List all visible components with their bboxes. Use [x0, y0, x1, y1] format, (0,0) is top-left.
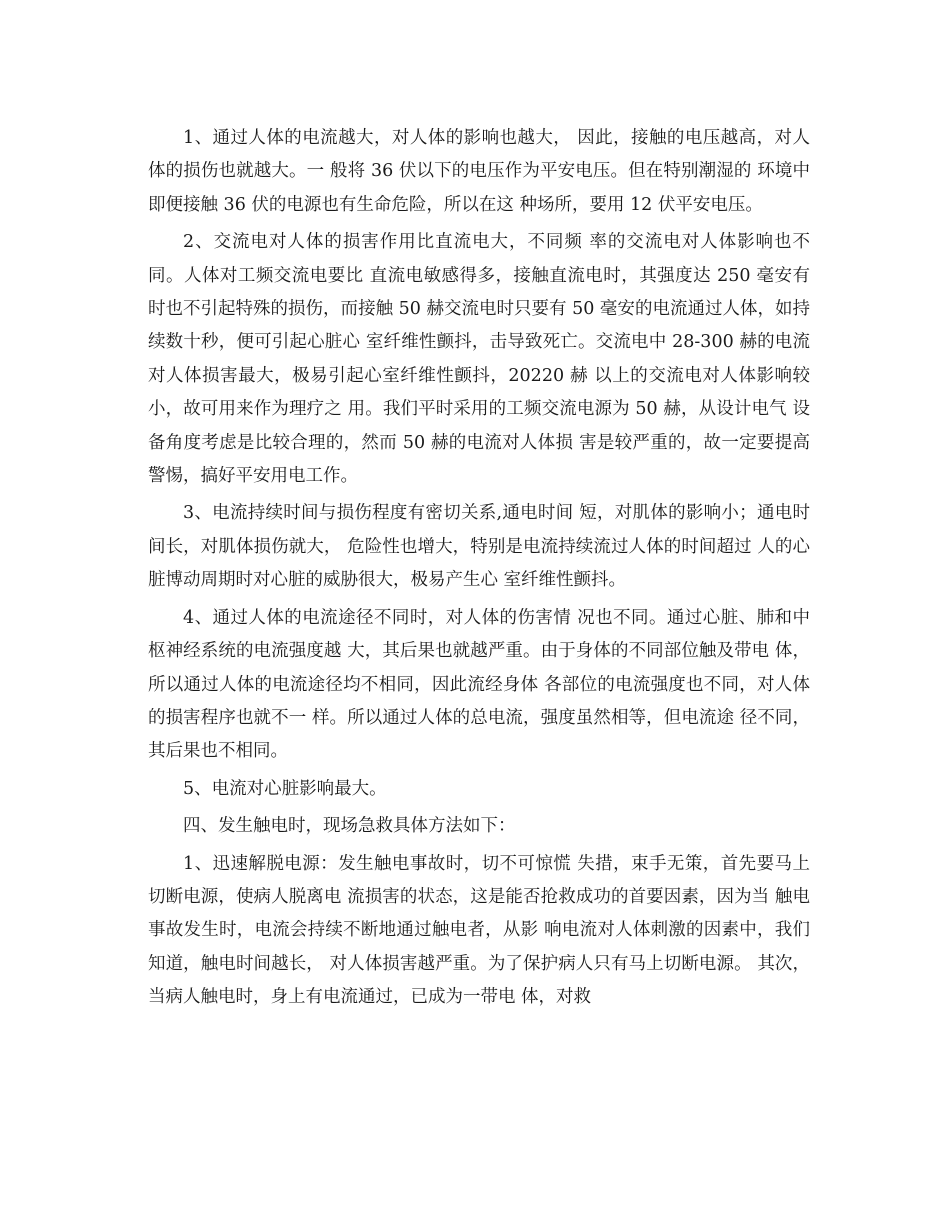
- paragraph-duration: 3、电流持续时间与损伤程度有密切关系,通电时间 短，对肌体的影响小；通电时间长，对肌体损伤就大， 危险性也增大，特别是电流持续流过人体的时间超过 人的心脏博动周期时对心脏的威胁很大，极易产生心 室纤维性颤抖。: [148, 503, 810, 591]
- paragraph-current-magnitude: 1、通过人体的电流越大，对人体的影响也越大， 因此，接触的电压越高，对人体的损伤也就越大。一 般将 36 伏以下的电压作为平安电压。但在特别潮湿的 环境中即便接触 36 伏的电源也有生命危险，所以在这 种场所，要用 12 伏平安电压。: [148, 128, 810, 215]
- paragraph-ac-vs-dc: 2、交流电对人体的损害作用比直流电大，不同频 率的交流电对人体影响也不同。人体对工频交流电要比 直流电敏感得多，接触直流电时，其强度达 250 毫安有 时也不引起特殊的损伤，而接触 50 赫交流电时只要有 50 毫安的电流通过人体，如持续数十秒，便可引起心脏心 室纤维性颤抖，击导致死亡。交流电中 28-300 赫的电流 对人体损害最大，极易引起心室纤维性颤抖，20220 赫 以上的交流电对人体影响较小，故可用来作为理疗之 用。我们平时采用的工频交流电源为 50 赫，从设计电气 设备角度考虑是比较合理的，然而 50 赫的电流对人体损 害是较严重的，故一定要提高警惕，搞好平安用电工作。: [148, 232, 810, 487]
- paragraph-heart-effect: 5、电流对心脏影响最大。: [183, 778, 387, 799]
- paragraph-current-path: 4、通过人体的电流途径不同时，对人体的伤害情 况也不同。通过心脏、肺和中枢神经系统的电流强度越 大，其后果也就越严重。由于身体的不同部位触及带电 体，所以通过人体的电流途径均不相同，因此流经身体 各部位的电流强度也不同，对人体的损害程序也就不一 样。所以通过人体的总电流，强度虽然相等，但电流途 径不同，其后果也不相同。: [148, 607, 810, 762]
- section-heading-first-aid: 四、发生触电时，现场急救具体方法如下：: [183, 816, 516, 837]
- paragraph-cut-power: 1、迅速解脱电源：发生触电事故时，切不可惊慌 失措，束手无策，首先要马上切断电源，使病人脱离电 流损害的状态，这是能否抢救成功的首要因素，因为当 触电事故发生时，电流会持续不断地通过触电者，从影 响电流对人体刺激的因素中，我们知道，触电时间越长， 对人体损害越严重。为了保护病人只有马上切断电源。 其次，当病人触电时，身上有电流通过，已成为一带电 体，对救: [148, 853, 810, 1008]
- document-body: [148, 122, 810, 1019]
